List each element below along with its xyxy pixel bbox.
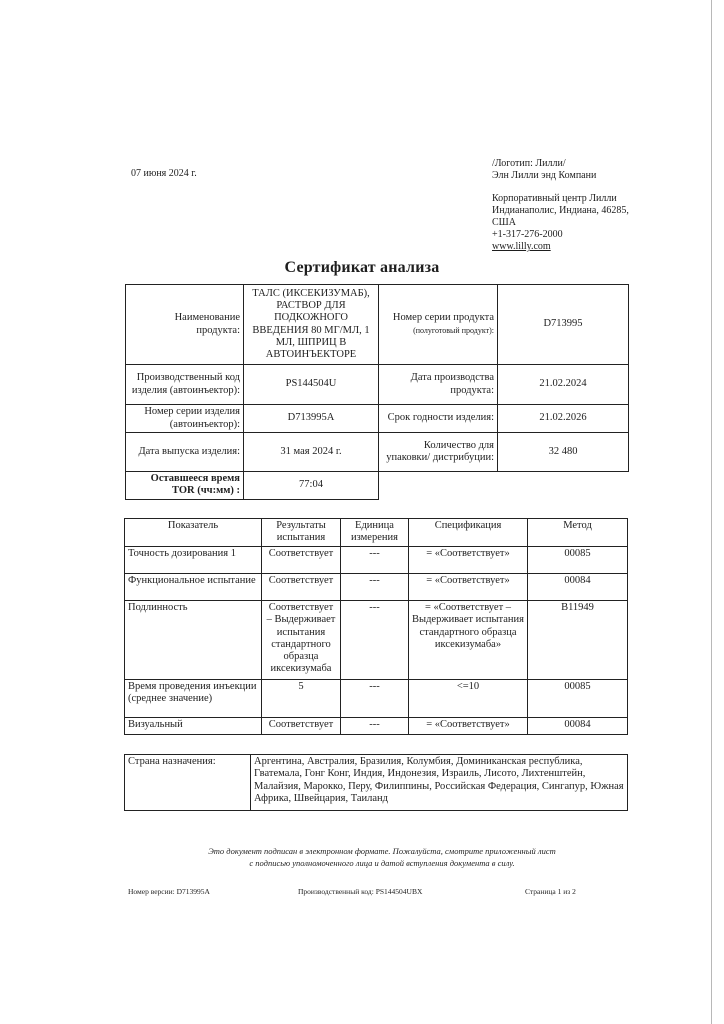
test-result: Соответствует [262,547,341,574]
expiry-value: 21.02.2026 [498,405,629,433]
test-spec: <=10 [409,680,528,718]
release-date-value: 31 мая 2024 г. [244,433,379,472]
destination-label: Страна назначения: [125,755,251,811]
test-spec: = «Соответствует» [409,718,528,735]
company-name: Элн Лилли энд Компани [492,170,597,181]
device-code-label: Производственный код изделия (автоинъектор): [126,365,244,405]
production-date-label: Дата производства продукта: [379,365,498,405]
scan-edge-line [711,0,712,1024]
company-address [492,193,629,253]
series-sublabel: (полуготовый продукт): [413,325,494,335]
column-header: Результаты испытания [262,519,341,547]
release-date-label: Дата выпуска изделия: [126,433,244,472]
document-date: 07 июня 2024 г. [131,168,197,179]
column-header: Метод [528,519,628,547]
table-header-row [125,519,628,547]
column-header: Единица измерения [341,519,409,547]
test-spec: = «Соответствует» [409,547,528,574]
production-date-value: 21.02.2024 [498,365,629,405]
product-info-table [125,284,629,500]
tor-value: 77:04 [244,472,379,500]
test-name: Время проведения инъекции (среднее значение) [125,680,262,718]
test-name: Функциональное испытание [125,574,262,601]
test-method: B11949 [528,601,628,680]
note-line: Это документ подписан в электронном формате. Пожалуйста, смотрите приложенный лист [208,846,556,856]
device-code-value: PS144504U [244,365,379,405]
destination-table [124,754,628,811]
device-series-value: D713995A [244,405,379,433]
test-result: 5 [262,680,341,718]
table-row [125,680,628,718]
test-unit: --- [341,574,409,601]
address-phone: +1-317-276-2000 [492,229,563,240]
test-unit: --- [341,718,409,735]
note-line: с подписью уполномоченного лица и датой вступления документа в силу. [249,858,515,868]
expiry-label: Срок годности изделия: [379,405,498,433]
table-row [125,547,628,574]
test-name: Визуальный [125,718,262,735]
test-spec: = «Соответствует – Выдерживает испытания стандартного образца иксекизумаба» [409,601,528,680]
test-result: Соответствует – Выдерживает испытания стандартного образца иксекизумаба [262,601,341,680]
product-name-label: Наименование продукта: [126,285,244,365]
address-line: США [492,217,516,228]
test-method: 00085 [528,680,628,718]
product-name-value: ТАЛС (ИКСЕКИЗУМАБ), РАСТВОР ДЛЯ ПОДКОЖНОГО ВВЕДЕНИЯ 80 МГ/МЛ, 1 МЛ, ШПРИЦ В АВТОИНЪЕКТОРЕ [244,285,379,365]
company-block [492,158,596,182]
test-results-table [124,518,628,735]
test-result: Соответствует [262,718,341,735]
document-title: Сертификат анализа [284,259,440,276]
series-value: D713995 [498,285,629,365]
destination-countries: Аргентина, Австралия, Бразилия, Колумбия, Доминиканская республика, Гватемала, Гонг Конг, Индия, Индонезия, Израиль, Лисото, Лихтенштейн, Малайзия, Марокко, Перу, Филиппины, Российская Федерация, Сингапур, Южная Африка, Швейцария, Таиланд [251,755,628,811]
footer-series: Номер версии: D713995A [128,887,210,896]
tor-label: Оставшееся время TOR (чч:мм) : [126,472,244,500]
test-unit: --- [341,680,409,718]
device-series-label: Номер серии изделия (автоинъектор): [126,405,244,433]
test-name: Точность дозирования 1 [125,547,262,574]
test-name: Подлинность [125,601,262,680]
quantity-label: Количество для упаковки/ дистрибуции: [379,433,498,472]
footer-page-number: Страница 1 из 2 [525,887,576,896]
test-unit: --- [341,601,409,680]
series-label: Номер серии продукта [392,312,494,324]
test-method: 00084 [528,718,628,735]
quantity-value: 32 480 [498,433,629,472]
column-header: Спецификация [409,519,528,547]
table-row [125,601,628,680]
test-unit: --- [341,547,409,574]
table-row [125,574,628,601]
test-method: 00085 [528,547,628,574]
logo-caption: /Логотип: Лилли/ [492,158,566,169]
test-result: Соответствует [262,574,341,601]
footer-code: Производственный код: PS144504UBX [298,887,423,896]
address-line: Корпоративный центр Лилли [492,193,617,204]
table-row [125,718,628,735]
electronic-signature-note [0,845,724,869]
test-spec: = «Соответствует» [409,574,528,601]
website-link[interactable]: www.lilly.com [492,241,551,252]
series-label-cell [379,285,498,365]
test-method: 00084 [528,574,628,601]
address-line: Индианаполис, Индиана, 46285, [492,205,629,216]
column-header: Показатель [125,519,262,547]
